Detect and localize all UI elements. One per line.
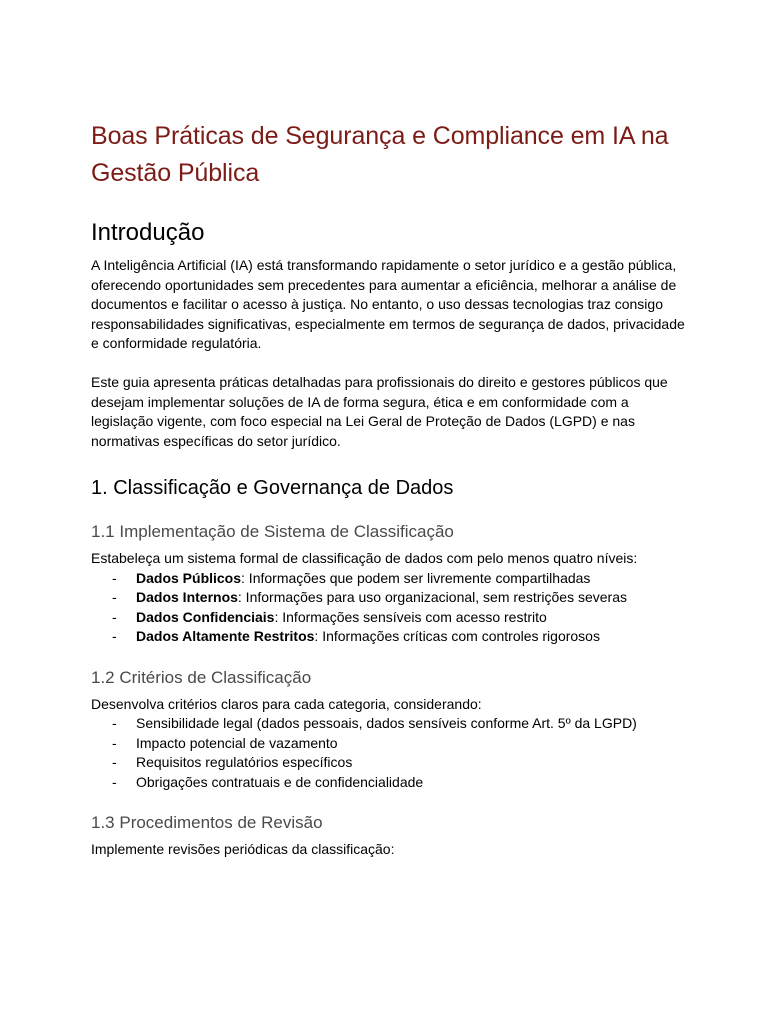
list-item: [91, 753, 691, 773]
list-item: [91, 627, 691, 647]
list-item-term: Dados Altamente Restritos: [136, 628, 315, 644]
classification-criteria-list: [91, 714, 691, 792]
list-item-text: Sensibilidade legal (dados pessoais, dados sensíveis conforme Art. 5º da LGPD): [136, 715, 637, 731]
section-1-heading: 1. Classificação e Governança de Dados: [91, 477, 454, 499]
list-item: [91, 773, 691, 793]
list-item-term: Dados Públicos: [136, 569, 242, 586]
introduction-heading: Introdução: [91, 219, 205, 246]
section-1-3-intro: Implemente revisões periódicas da classificação:: [91, 841, 395, 857]
list-item: [91, 714, 691, 734]
introduction-paragraph-2: Este guia apresenta práticas detalhadas para profissionais do direito e gestores públicos que desejam implementar soluções de IA de forma segura, ética e em conformidade com a legislação vigente, com foco especial na Lei Geral de Proteção de Dados (LGPD) e nas normativas específicas do setor jurídico.: [91, 374, 668, 449]
list-item-term: Dados Confidenciais: [136, 608, 275, 625]
list-item-desc: : Informações para uso organizacional, sem restrições severas: [237, 589, 627, 605]
list-item-desc: : Informações sensíveis com acesso restrito: [274, 608, 547, 625]
list-item-text: Requisitos regulatórios específicos: [136, 754, 353, 770]
list-item-desc: : Informações que podem ser livremente compartilhadas: [241, 569, 591, 586]
section-1-1-heading: 1.1 Implementação de Sistema de Classificação: [91, 522, 454, 541]
dash-bullet: -: [112, 628, 117, 644]
dash-bullet: -: [112, 608, 117, 625]
document-title: Boas Práticas de Segurança e Compliance em IA na Gestão Pública: [91, 122, 669, 187]
list-item: [91, 569, 691, 589]
dash-bullet: -: [112, 569, 117, 586]
list-item: [91, 608, 691, 628]
list-item-term: Dados Internos: [136, 589, 238, 605]
dash-bullet: -: [112, 734, 117, 751]
section-1-3-heading: 1.3 Procedimentos de Revisão: [91, 813, 323, 832]
section-1-2-intro: Desenvolva critérios claros para cada categoria, considerando:: [91, 695, 482, 712]
list-item: [91, 734, 691, 754]
list-item: [91, 588, 691, 608]
list-item-text: Obrigações contratuais e de confidencialidade: [136, 773, 424, 790]
section-1-2-heading: 1.2 Critérios de Classificação: [91, 667, 312, 687]
section-1-1-intro: Estabeleça um sistema formal de classificação de dados com pelo menos quatro níveis:: [91, 550, 638, 566]
document-page: [91, 118, 691, 860]
dash-bullet: -: [112, 589, 117, 605]
dash-bullet: -: [112, 715, 117, 731]
dash-bullet: -: [112, 754, 117, 770]
classification-levels-list: [91, 569, 691, 647]
dash-bullet: -: [112, 773, 117, 790]
list-item-text: Impacto potencial de vazamento: [136, 734, 338, 751]
list-item-desc: : Informações críticas com controles rigorosos: [314, 628, 600, 644]
introduction-paragraph-1: A Inteligência Artificial (IA) está transformando rapidamente o setor jurídico e a gestão pública, oferecendo oportunidades sem precedentes para aumentar a eficiência, melhorar a análise de documentos e facilitar o acesso à justiça. No entanto, o uso dessas tecnologias traz consigo responsabilidades significativas, especialmente em termos de segurança de dados, privacidade e conformidade regulatória.: [91, 257, 685, 351]
